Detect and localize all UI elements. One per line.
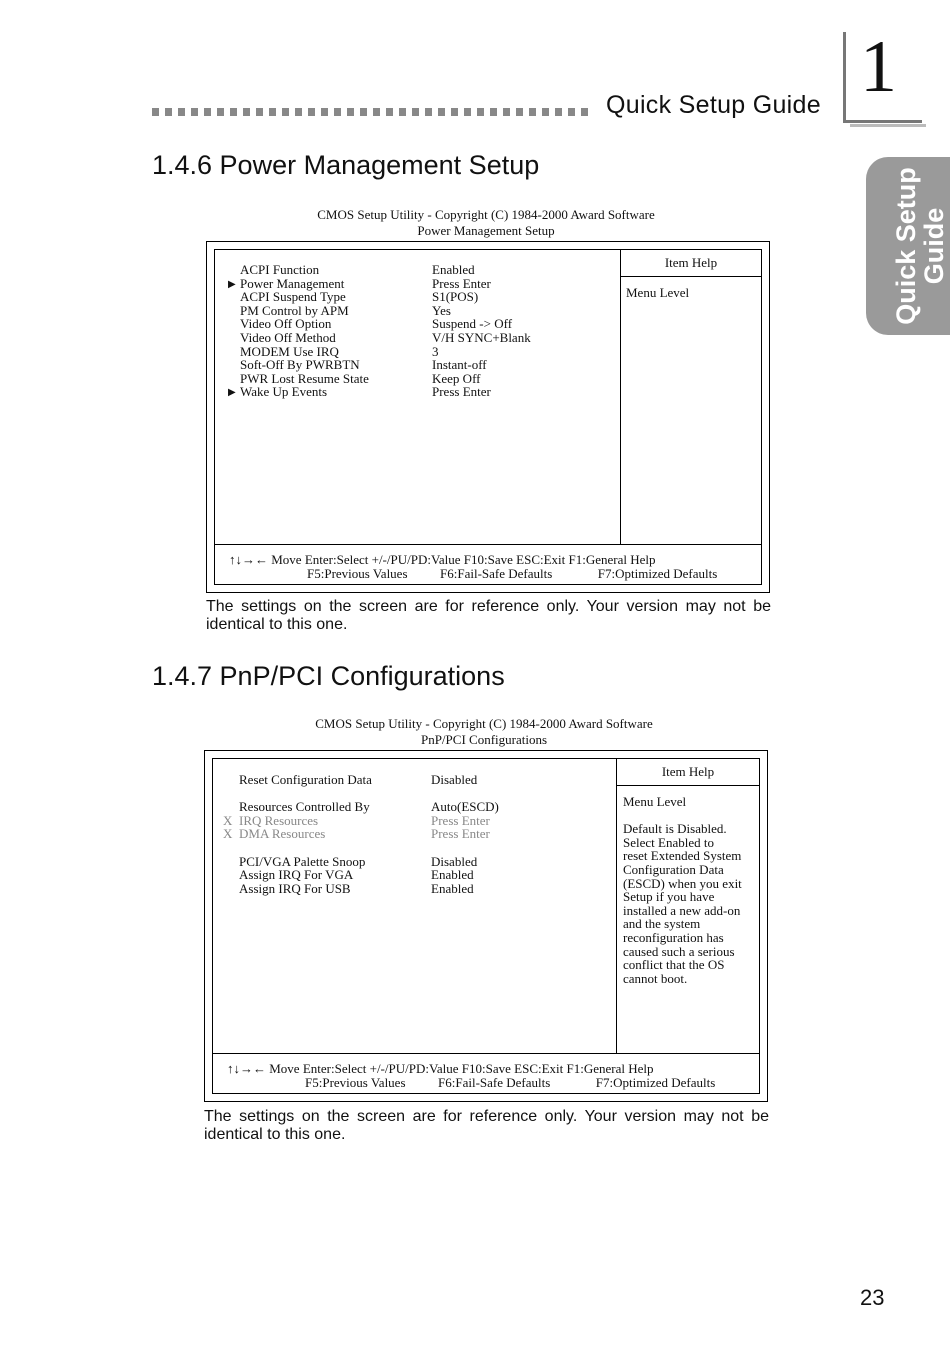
setting-value: Enabled: [432, 262, 475, 277]
setting-label: Resources Controlled By: [239, 799, 370, 815]
side-tab-line-1: Quick Setup: [891, 167, 921, 325]
setting-label: Wake Up Events: [240, 384, 328, 400]
section-title-power: 1.4.6 Power Management Setup: [152, 150, 540, 180]
setting-value: Press Enter: [432, 275, 491, 291]
help-line: Configuration Data: [623, 861, 724, 877]
disabled-mark: X: [223, 812, 233, 828]
disabled-mark: X: [223, 826, 233, 842]
footer-keys-line-1: ↑↓→← Move Enter:Select +/-/PU/PD:Value F10:Save ESC:Exit F1:General Help: [227, 1061, 654, 1076]
help-line: reconfiguration has: [623, 929, 724, 945]
help-line: Select Enabled to: [623, 834, 714, 850]
caption-line-2: Power Management Setup: [417, 223, 555, 238]
setting-value: S1(POS): [432, 289, 479, 305]
help-line: cannot boot.: [623, 970, 688, 986]
setting-label: Power Management: [240, 275, 345, 291]
header-title: Quick Setup Guide: [606, 91, 821, 119]
header-dot-rule: [152, 108, 592, 116]
item-help-title: Item Help: [617, 759, 759, 786]
setting-label: Video Off Option: [240, 316, 332, 332]
reference-note-power: The settings on the screen are for reference only. Your version may not be identical to this one.: [206, 598, 771, 633]
setting-label: Reset Configuration Data: [239, 772, 372, 787]
help-line: Setup if you have: [623, 889, 715, 905]
setting-label: PWR Lost Resume State: [240, 370, 369, 386]
reference-note-pnp: The settings on the screen are for reference only. Your version may not be identical to this one.: [204, 1108, 769, 1143]
help-line: installed a new add-on: [623, 902, 741, 918]
chapter-number: 1: [860, 26, 897, 108]
caption-line-1: CMOS Setup Utility - Copyright (C) 1984-2000 Award Software: [317, 207, 655, 222]
bios-screen-power: [206, 241, 770, 593]
help-line: Menu Level: [626, 285, 690, 300]
setting-label: ACPI Function: [240, 262, 320, 277]
setting-label: MODEM Use IRQ: [240, 343, 339, 359]
submenu-arrow-icon: ▶: [228, 387, 236, 399]
side-tab-text: [878, 157, 950, 335]
footer-divider: [213, 1053, 759, 1054]
bios-caption-pnp: [204, 716, 764, 748]
help-line: conflict that the OS: [623, 957, 725, 973]
help-line: [623, 809, 742, 823]
settings-panel: [215, 250, 621, 544]
setting-label: PCI/VGA Palette Snoop: [239, 853, 366, 869]
setting-label: Assign IRQ For VGA: [239, 867, 354, 883]
bios-frame: [212, 758, 760, 1094]
setting-value: Keep Off: [432, 370, 481, 386]
setting-value: Press Enter: [431, 826, 490, 842]
side-tab-line-2: Guide: [919, 207, 949, 285]
setting-label: DMA Resources: [239, 826, 326, 842]
setting-label: Soft-Off By PWRBTN: [240, 357, 360, 373]
item-help-body: [626, 286, 689, 300]
footer-keys-line-1: ↑↓→← Move Enter:Select +/-/PU/PD:Value F10:Save ESC:Exit F1:General Help: [229, 552, 656, 567]
setting-value: Suspend -> Off: [432, 316, 513, 332]
help-line: Default is Disabled.: [623, 821, 727, 837]
setting-label: ACPI Suspend Type: [240, 289, 346, 305]
footer-keys-line-2: F5:Previous Values F6:Fail-Safe Defaults F7:Optimized Defaults: [305, 1075, 716, 1090]
setting-value: 3: [432, 343, 439, 359]
section-title-pnp: 1.4.7 PnP/PCI Configurations: [152, 661, 505, 691]
bios-caption-power: [206, 207, 766, 239]
setting-label: Assign IRQ For USB: [239, 880, 351, 896]
setting-value: Enabled: [431, 867, 474, 883]
setting-value: Press Enter: [432, 384, 491, 400]
help-line: (ESCD) when you exit: [623, 875, 742, 891]
footer-divider: [215, 544, 761, 545]
bios-screen-pnp: [204, 750, 768, 1102]
item-help-title: Item Help: [621, 250, 761, 277]
caption-line-1: CMOS Setup Utility - Copyright (C) 1984-2000 Award Software: [315, 716, 653, 731]
setting-value: Disabled: [431, 772, 478, 787]
submenu-arrow-icon: ▶: [228, 278, 236, 290]
setting-label: PM Control by APM: [240, 302, 349, 318]
help-line: Menu Level: [623, 794, 687, 809]
page-number: 23: [860, 1285, 885, 1310]
bios-frame: [214, 249, 762, 585]
setting-value: Enabled: [431, 880, 474, 896]
setting-value: Yes: [432, 302, 451, 318]
help-line: and the system: [623, 916, 701, 932]
setting-value: Auto(ESCD): [431, 799, 499, 815]
setting-value: Instant-off: [432, 357, 487, 373]
setting-value: V/H SYNC+Blank: [432, 330, 531, 345]
footer-keys-line-2: F5:Previous Values F6:Fail-Safe Defaults F7:Optimized Defaults: [307, 566, 718, 581]
side-tab: [866, 157, 950, 335]
setting-label: Video Off Method: [240, 330, 336, 345]
item-help-body: [623, 795, 742, 985]
setting-label: IRQ Resources: [239, 812, 319, 828]
help-line: reset Extended System: [623, 848, 742, 864]
caption-line-2: PnP/PCI Configurations: [420, 732, 548, 747]
settings-panel: [213, 759, 617, 1053]
help-line: caused such a serious: [623, 943, 735, 959]
setting-value: Press Enter: [431, 812, 490, 828]
setting-value: Disabled: [431, 853, 478, 869]
